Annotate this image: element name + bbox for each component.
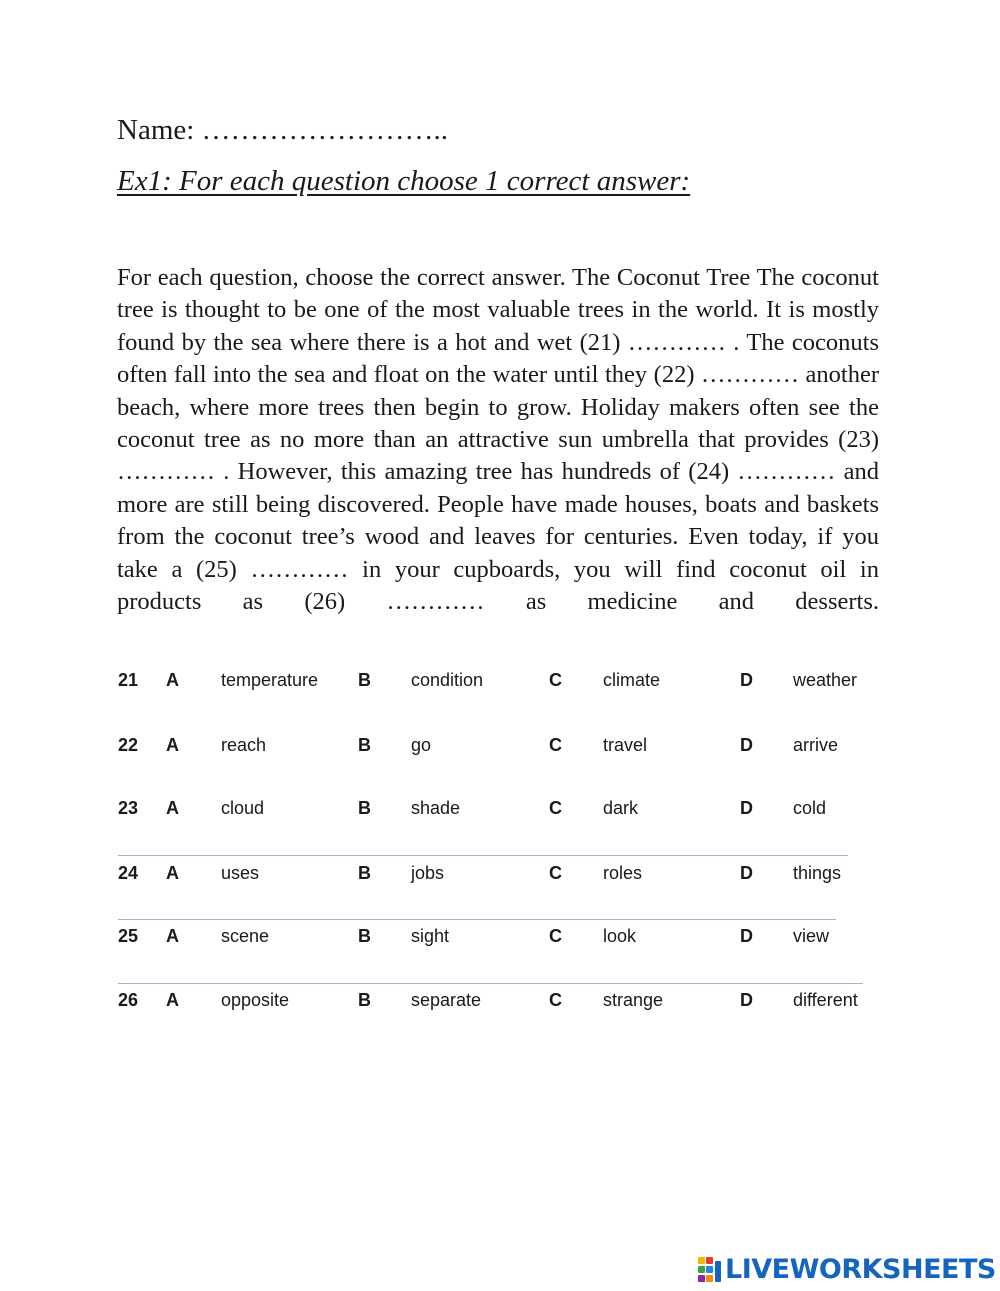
option-letter-d: D bbox=[740, 735, 753, 755]
option-letter-b: B bbox=[358, 926, 371, 946]
option-a[interactable]: temperature bbox=[221, 670, 319, 690]
option-a[interactable]: scene bbox=[221, 926, 270, 946]
question-row bbox=[118, 725, 878, 765]
reading-passage: For each question, choose the correct answer. The Coconut Tree The coconut tree is thought to be one of the most valuable trees in the world. It is mostly found by the sea where there is a hot and wet (21) ………… . The coconuts often fall into the sea and float on the water until they (22) ………… another beach, where more trees then begin to grow. Holiday makers often see the coconut tree as no more than an attractive sun umbrella that provides (23) ………… . However, this amazing tree has hundreds of (24) ………… and more are still being discovered. People have made houses, boats and baskets from the coconut tree’s wood and leaves for centuries. Even today, if you take a (25) ………… in your cupboards, you will find coconut oil in products as (26) ………… as medicine and desserts. bbox=[117, 264, 879, 616]
option-c[interactable]: dark bbox=[603, 798, 639, 818]
option-letter-a: A bbox=[166, 863, 179, 883]
option-a[interactable]: reach bbox=[221, 735, 267, 755]
question-number: 21 bbox=[118, 670, 139, 690]
option-letter-d: D bbox=[740, 798, 753, 818]
option-letter-c: C bbox=[549, 990, 562, 1010]
option-b[interactable]: shade bbox=[411, 798, 461, 818]
question-number: 25 bbox=[118, 926, 139, 946]
option-d[interactable]: cold bbox=[793, 798, 827, 818]
option-letter-d: D bbox=[740, 926, 753, 946]
option-letter-b: B bbox=[358, 863, 371, 883]
option-c[interactable]: strange bbox=[603, 990, 664, 1010]
option-d[interactable]: view bbox=[793, 926, 830, 946]
option-d[interactable]: weather bbox=[793, 670, 858, 690]
option-letter-b: B bbox=[358, 798, 371, 818]
question-number: 24 bbox=[118, 863, 139, 883]
option-letter-a: A bbox=[166, 670, 179, 690]
option-d[interactable]: things bbox=[793, 863, 842, 883]
option-c[interactable]: look bbox=[603, 926, 637, 946]
option-letter-d: D bbox=[740, 670, 753, 690]
question-number: 23 bbox=[118, 798, 139, 818]
question-row bbox=[118, 660, 878, 700]
option-b[interactable]: go bbox=[411, 735, 432, 755]
option-letter-c: C bbox=[549, 863, 562, 883]
option-letter-c: C bbox=[549, 670, 562, 690]
option-letter-b: B bbox=[358, 670, 371, 690]
exercise-instruction: Ex1: For each question choose 1 correct answer: bbox=[117, 165, 691, 197]
option-letter-a: A bbox=[166, 990, 179, 1010]
option-letter-c: C bbox=[549, 926, 562, 946]
option-a[interactable]: uses bbox=[221, 863, 260, 883]
liveworksheets-logo bbox=[698, 1254, 996, 1285]
option-b[interactable]: sight bbox=[411, 926, 450, 946]
option-letter-c: C bbox=[549, 798, 562, 818]
option-letter-a: A bbox=[166, 926, 179, 946]
option-c[interactable]: climate bbox=[603, 670, 661, 690]
option-letter-b: B bbox=[358, 735, 371, 755]
question-row bbox=[118, 916, 878, 956]
question-row bbox=[118, 853, 878, 893]
option-c[interactable]: travel bbox=[603, 735, 648, 755]
option-letter-b: B bbox=[358, 990, 371, 1010]
option-a[interactable]: opposite bbox=[221, 990, 290, 1010]
option-b[interactable]: jobs bbox=[411, 863, 445, 883]
question-row bbox=[118, 980, 878, 1020]
question-number: 22 bbox=[118, 735, 139, 755]
option-d[interactable]: arrive bbox=[793, 735, 839, 755]
option-letter-d: D bbox=[740, 863, 753, 883]
option-letter-d: D bbox=[740, 990, 753, 1010]
option-b[interactable]: separate bbox=[411, 990, 482, 1010]
option-c[interactable]: roles bbox=[603, 863, 643, 883]
option-b[interactable]: condition bbox=[411, 670, 484, 690]
option-d[interactable]: different bbox=[793, 990, 858, 1010]
question-number: 26 bbox=[118, 990, 139, 1010]
option-letter-a: A bbox=[166, 798, 179, 818]
logo-wordmark: LIVEWORKSHEETS bbox=[725, 1254, 996, 1285]
option-a[interactable]: cloud bbox=[221, 798, 265, 818]
option-letter-a: A bbox=[166, 735, 179, 755]
option-letter-c: C bbox=[549, 735, 562, 755]
name-field-label: Name: …………………….. bbox=[117, 114, 449, 146]
logo-blocks-icon bbox=[698, 1257, 722, 1283]
question-row bbox=[118, 788, 878, 828]
